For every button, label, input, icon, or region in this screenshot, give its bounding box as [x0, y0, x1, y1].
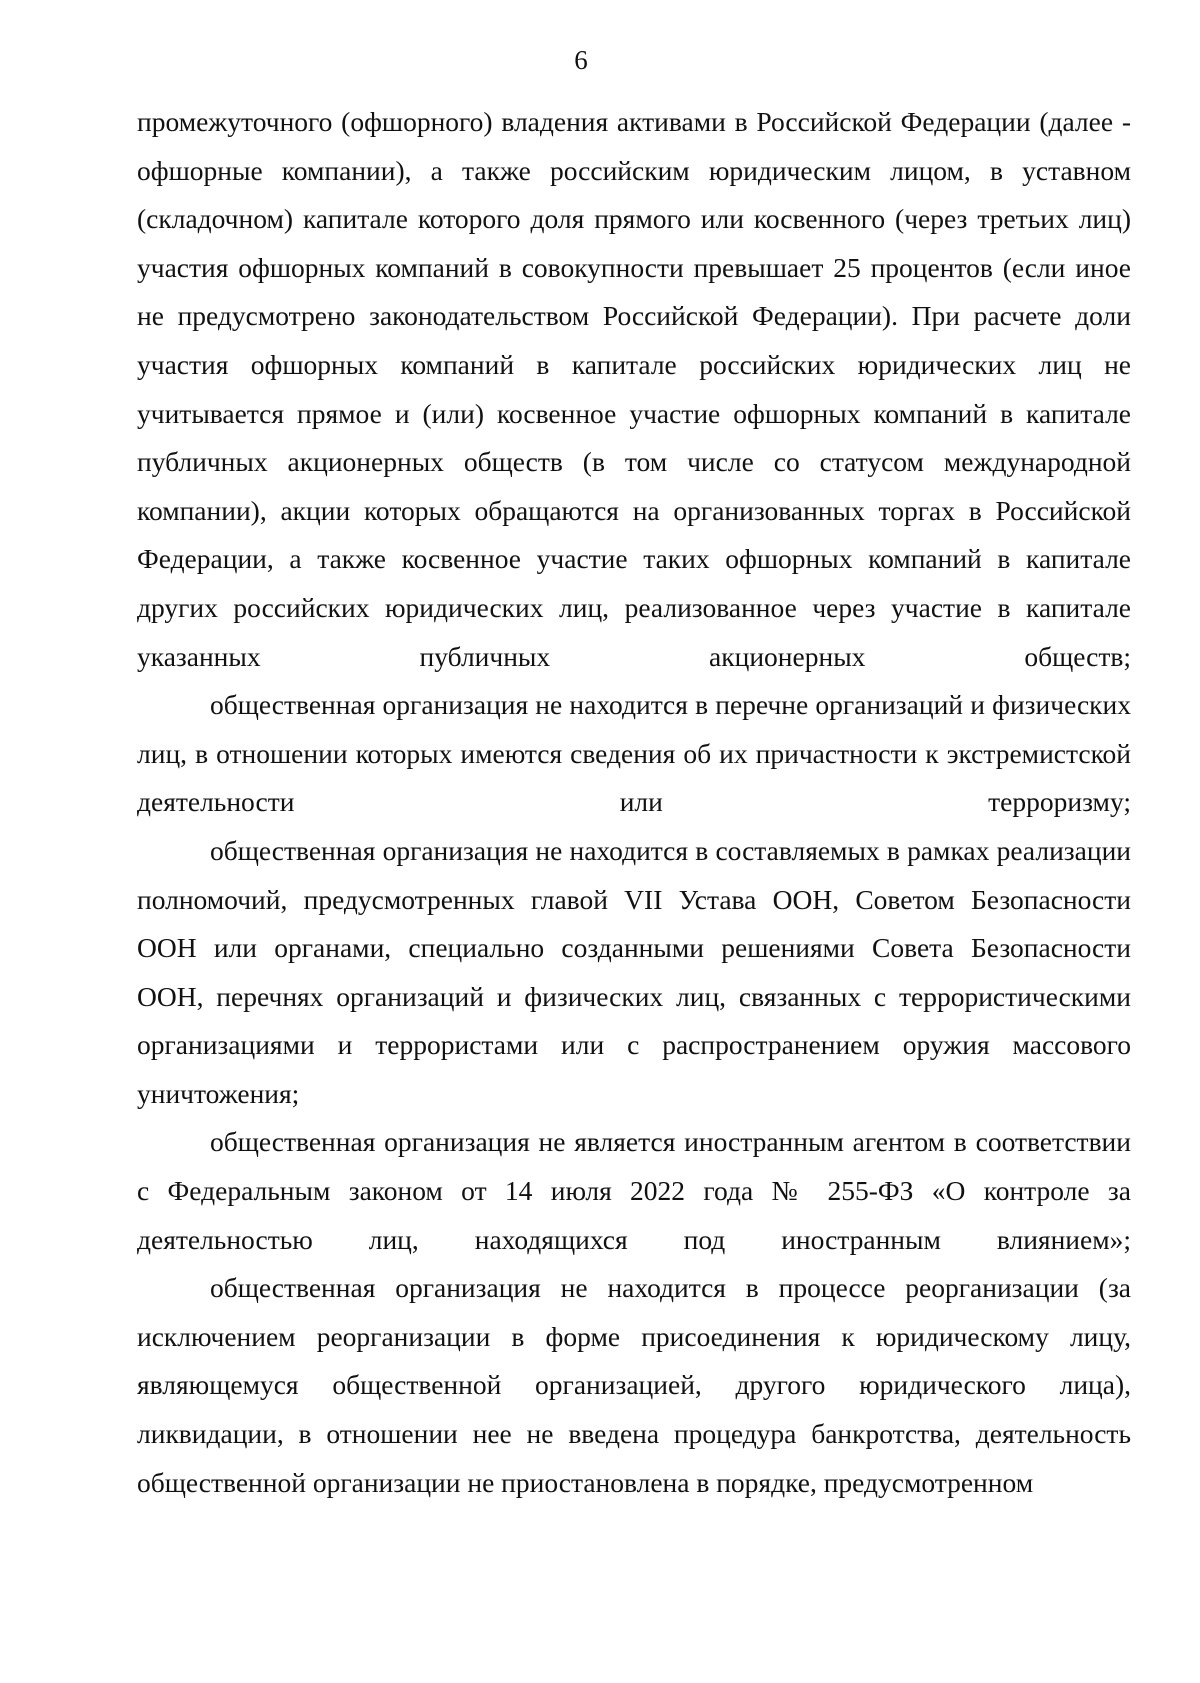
text-line: физических лиц, в отношении которых имеются сведения об их причастности к [137, 689, 1131, 769]
text-line: контроле за деятельностью лиц, находящихся под иностранным влиянием»; [137, 1175, 1131, 1255]
text-line: реализованное через участие в капитале указанных публичных акционерных [137, 591, 1132, 672]
text-line: офшорных компаний в капитале публичных акционерных обществ (в том числе [137, 397, 1132, 478]
text-line: общественная организация не находится в составляемых в рамках [210, 834, 990, 866]
document-body [137, 98, 1131, 1507]
paragraph-un-security-council [137, 827, 1131, 1119]
text-line: российских юридических лиц не учитывается прямое и (или) косвенное участие [137, 348, 1132, 429]
text-line: (далее - офшорные компании), а также российским юридическим лицом, в [137, 106, 1131, 186]
text-line: общественная организация не находится в процессе реорганизации [210, 1272, 1079, 1304]
text-line: со статусом международной компании), акции которых обращаются на [137, 446, 1132, 526]
text-line: оружия массового уничтожения; [137, 1029, 1132, 1109]
text-line: обществ; [1024, 640, 1132, 672]
text-line: промежуточного (офшорного) владения активами в Российской Федерации [137, 106, 1031, 137]
text-line: процентов (если иное не предусмотрено законодательством Российской [137, 251, 1131, 332]
text-line: третьих лиц) участия офшорных компаний в совокупности превышает 25 [137, 203, 1132, 283]
text-line: являющемуся общественной организацией, другого юридического лица), [137, 1369, 1131, 1401]
text-line: общественной организации не приостановлена в порядке, предусмотренном [137, 1466, 1034, 1498]
paragraph-reorganization [137, 1264, 1131, 1507]
text-line: соответствии с Федеральным законом от 14 июля 2022 года № 255-ФЗ «О [137, 1126, 1131, 1207]
paragraph-offshore-continuation [137, 98, 1131, 681]
text-line: организованных торгах в Российской Федерации, а также косвенное участие [137, 494, 1132, 575]
text-line: Безопасности ООН, перечнях организаций и физических лиц, связанных с [137, 932, 1131, 1012]
page-number: 6 [574, 45, 588, 75]
text-line: (за исключением реорганизации в форме присоединения к юридическому лицу, [137, 1272, 1132, 1352]
text-line: реализации полномочий, предусмотренных главой VII Устава ООН, Советом [137, 834, 1132, 915]
text-line: общественная организация не является иностранным агентом в [210, 1126, 967, 1158]
text-line: таких офшорных компаний в капитале других российских юридических лиц, [137, 543, 1132, 623]
paragraph-foreign-agent [137, 1118, 1131, 1264]
text-line: уставном (складочном) капитале которого доля прямого или косвенного (через [137, 154, 1131, 235]
text-line: ликвидации, в отношении нее не введена процедура банкротства, деятельность [137, 1418, 1131, 1450]
text-line: экстремистской деятельности или терроризму; [137, 737, 1131, 818]
paragraph-extremism-list [137, 681, 1131, 827]
text-line: Федерации). При расчете доли участия офшорных компаний в капитале [137, 300, 1131, 380]
text-line: террористическими организациями и террористами или с распространением [137, 980, 1131, 1061]
text-line: Безопасности ООН или органами, специально созданными решениями Совета [137, 883, 1131, 964]
text-line: общественная организация не находится в перечне организаций и [210, 689, 985, 721]
